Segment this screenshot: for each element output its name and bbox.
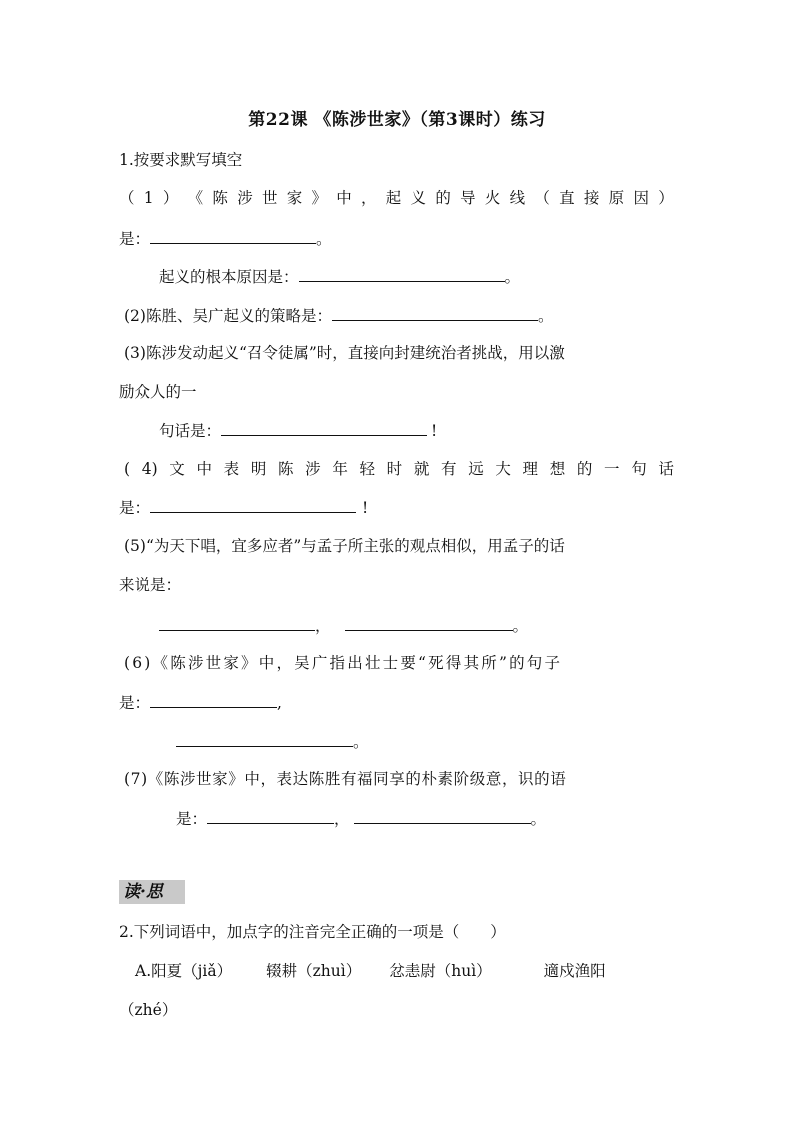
item-4-char: 远 xyxy=(468,460,484,478)
item-1-char: 涉 xyxy=(237,189,253,207)
item-1-char: 导 xyxy=(460,189,476,207)
item-4-char: 句 xyxy=(631,460,647,478)
item-4-char: ( xyxy=(124,460,131,478)
item-5-end: 。 xyxy=(512,617,529,635)
item-4-char: 中 xyxy=(196,460,212,478)
item-1-char: 家 xyxy=(286,189,303,207)
section-tag-read-think: 读·思 xyxy=(119,880,185,904)
item-1-end: 。 xyxy=(316,230,332,248)
item-1-char: 》 xyxy=(311,189,327,207)
item-1-answer-blank[interactable] xyxy=(150,228,316,244)
item-3-prefix: 句话是： xyxy=(159,422,222,440)
item-1-char: （ xyxy=(534,189,550,207)
page-title: 第22课 《陈涉世家》（第3课时）练习 xyxy=(248,110,546,130)
item-4-char: 涉 xyxy=(305,460,321,478)
item-1-line-1 xyxy=(119,188,674,208)
item-1-char: 义 xyxy=(410,189,427,207)
option-a-item-1: A.阳夏（jiǎ） xyxy=(135,962,233,980)
item-1-char: 陈 xyxy=(212,189,228,207)
item-5-blank-1[interactable] xyxy=(159,615,315,631)
item-4-char: 一 xyxy=(604,460,620,478)
item-3-line-3 xyxy=(159,420,437,441)
item-6-comma: , xyxy=(277,694,282,712)
item-4-char: 文 xyxy=(169,460,185,478)
item-7-line-1: (7)《陈涉世家》中，表达陈胜有福同享的朴素阶级意，识的语 xyxy=(124,770,567,788)
item-4-char: 明 xyxy=(250,460,267,478)
item-4-blank[interactable] xyxy=(150,497,356,513)
item-5-comma: ， xyxy=(315,617,331,635)
option-a-item-4: 適戍渔阳 xyxy=(543,962,606,980)
item-3-line-2: 励众人的一 xyxy=(119,383,197,401)
item-6-blank-2[interactable] xyxy=(176,731,353,747)
question-1-heading: 1.按要求默写填空 xyxy=(119,151,243,169)
item-6-end: 。 xyxy=(353,733,369,751)
item-1-char: 线 xyxy=(509,189,526,207)
item-2-label: (2)陈胜、吴广起义的策略是： xyxy=(124,307,332,325)
question-2-option-a-continued: （zhé） xyxy=(119,1001,178,1019)
item-4-char: 话 xyxy=(658,460,674,478)
item-4-char: 4) xyxy=(141,460,158,478)
item-4-char: 的 xyxy=(576,460,593,478)
question-2-option-a xyxy=(135,961,606,981)
item-1-char: 火 xyxy=(484,189,501,207)
item-4-char: 表 xyxy=(223,460,240,478)
item-1-char: 1 xyxy=(143,189,154,207)
option-a-item-3: 忿恚尉（huì） xyxy=(389,962,492,980)
item-1-char: 《 xyxy=(187,189,204,207)
item-1-char: 原 xyxy=(608,189,625,207)
item-4-prefix: 是： xyxy=(119,499,151,517)
item-1-char: 世 xyxy=(261,189,278,207)
item-4-end: ! xyxy=(362,499,369,517)
item-1-char: 因 xyxy=(633,189,649,207)
item-4-char: 理 xyxy=(522,460,539,478)
item-1-char: ） xyxy=(162,189,179,207)
item-6-prefix: 是： xyxy=(119,694,151,712)
item-6-line-1: (6)《陈涉世家》中，吴广指出壮士要“死得其所”的句子 xyxy=(124,654,563,672)
item-3-line-1: (3)陈涉发动起义“召令徒属”时，直接向封建统治者挑战，用以激 xyxy=(124,344,565,362)
item-5-line-1: (5)“为天下唱，宜多应者”与孟子所主张的观点相似，用孟子的话 xyxy=(124,537,565,555)
item-1-prefix: 是： xyxy=(119,230,151,248)
item-4-char: 想 xyxy=(549,460,566,478)
item-7-line-2 xyxy=(176,808,546,829)
item-7-blank-1[interactable] xyxy=(207,808,334,824)
item-4-char: 有 xyxy=(441,460,457,478)
item-1-root-cause-end: 。 xyxy=(504,268,521,286)
item-1-char: 中 xyxy=(336,189,352,207)
item-1-char: 直 xyxy=(559,189,575,207)
item-2-end: 。 xyxy=(537,307,554,325)
item-4-line-1 xyxy=(124,459,674,479)
item-1-line-3 xyxy=(159,266,520,287)
item-4-line-2 xyxy=(119,497,368,518)
item-1-char: 接 xyxy=(583,189,600,207)
item-7-comma: ， xyxy=(334,810,350,828)
item-1-char: （ xyxy=(119,189,135,207)
question-2-stem: 2.下列词语中，加点字的注音完全正确的一项是（ ） xyxy=(119,923,506,941)
item-4-char: 轻 xyxy=(359,460,376,478)
item-7-blank-2[interactable] xyxy=(354,808,531,824)
item-1-root-cause-label: 起义的根本原因是： xyxy=(159,268,299,286)
item-6-blank-1[interactable] xyxy=(150,692,277,708)
option-a-item-2: 辍耕（zhuì） xyxy=(266,962,362,980)
item-4-char: 时 xyxy=(386,460,403,478)
item-4-char: 陈 xyxy=(277,460,294,478)
item-5-line-2: 来说是： xyxy=(119,576,182,594)
item-1-char: 的 xyxy=(435,189,451,207)
item-4-char: 大 xyxy=(495,460,511,478)
item-1-char: ， xyxy=(361,189,377,207)
item-2-blank[interactable] xyxy=(332,305,538,321)
item-1-char: 起 xyxy=(385,189,402,207)
item-6-line-3 xyxy=(176,731,369,752)
item-5-line-3 xyxy=(159,615,528,636)
item-4-char: 就 xyxy=(413,460,430,478)
item-7-end: 。 xyxy=(530,810,547,828)
item-3-blank[interactable] xyxy=(221,420,427,436)
item-2-line xyxy=(124,305,553,326)
item-6-line-2 xyxy=(119,692,282,713)
item-1-root-cause-blank[interactable] xyxy=(299,266,505,282)
item-1-line-2 xyxy=(119,228,332,249)
item-1-char: ） xyxy=(658,189,674,207)
item-5-blank-2[interactable] xyxy=(345,615,513,631)
item-3-end: ! xyxy=(431,422,438,440)
item-7-prefix: 是： xyxy=(176,810,208,828)
item-4-char: 年 xyxy=(332,460,348,478)
